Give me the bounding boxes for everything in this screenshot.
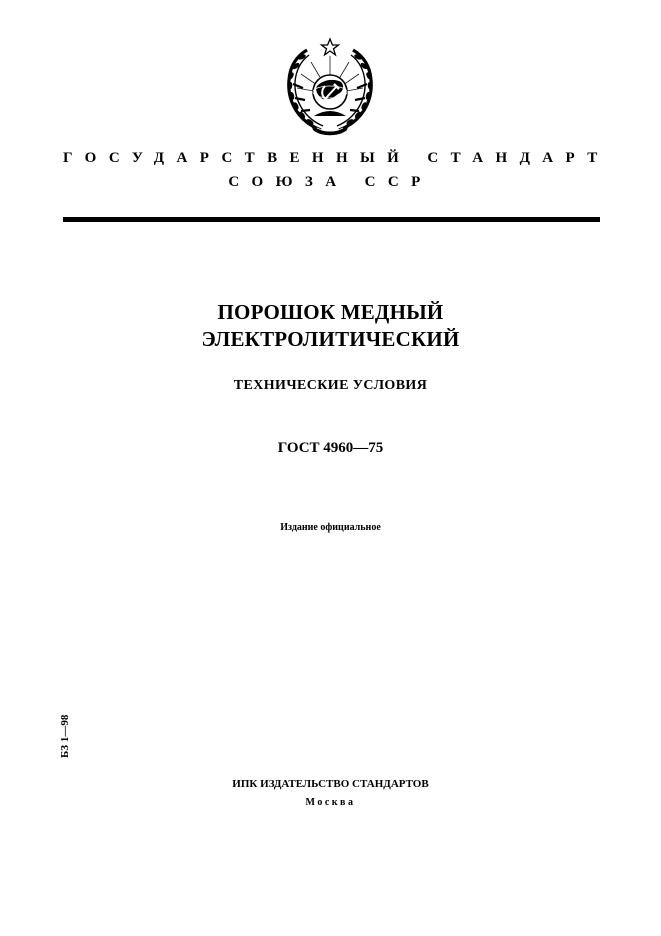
side-publication-code: БЗ 1—98: [59, 714, 71, 758]
document-title-line-2: ЭЛЕКТРОЛИТИЧЕСКИЙ: [201, 327, 460, 351]
publisher-name: ИПК ИЗДАТЕЛЬСТВО СТАНДАРТОВ: [232, 778, 429, 790]
state-emblem-icon: [281, 36, 379, 138]
edition-note: Издание официальное: [280, 522, 381, 533]
document-title-line-1: ПОРОШОК МЕДНЫЙ: [217, 300, 444, 324]
union-heading: СОЮЗА ССР: [228, 174, 433, 190]
horizontal-rule: [63, 217, 600, 222]
standard-number: ГОСТ 4960—75: [277, 440, 384, 456]
state-standard-heading: ГОСУДАРСТВЕННЫЙ СТАНДАРТ: [63, 150, 610, 166]
document-subtitle: ТЕХНИЧЕСКИЕ УСЛОВИЯ: [233, 378, 428, 393]
publisher-city: Москва: [305, 797, 356, 808]
